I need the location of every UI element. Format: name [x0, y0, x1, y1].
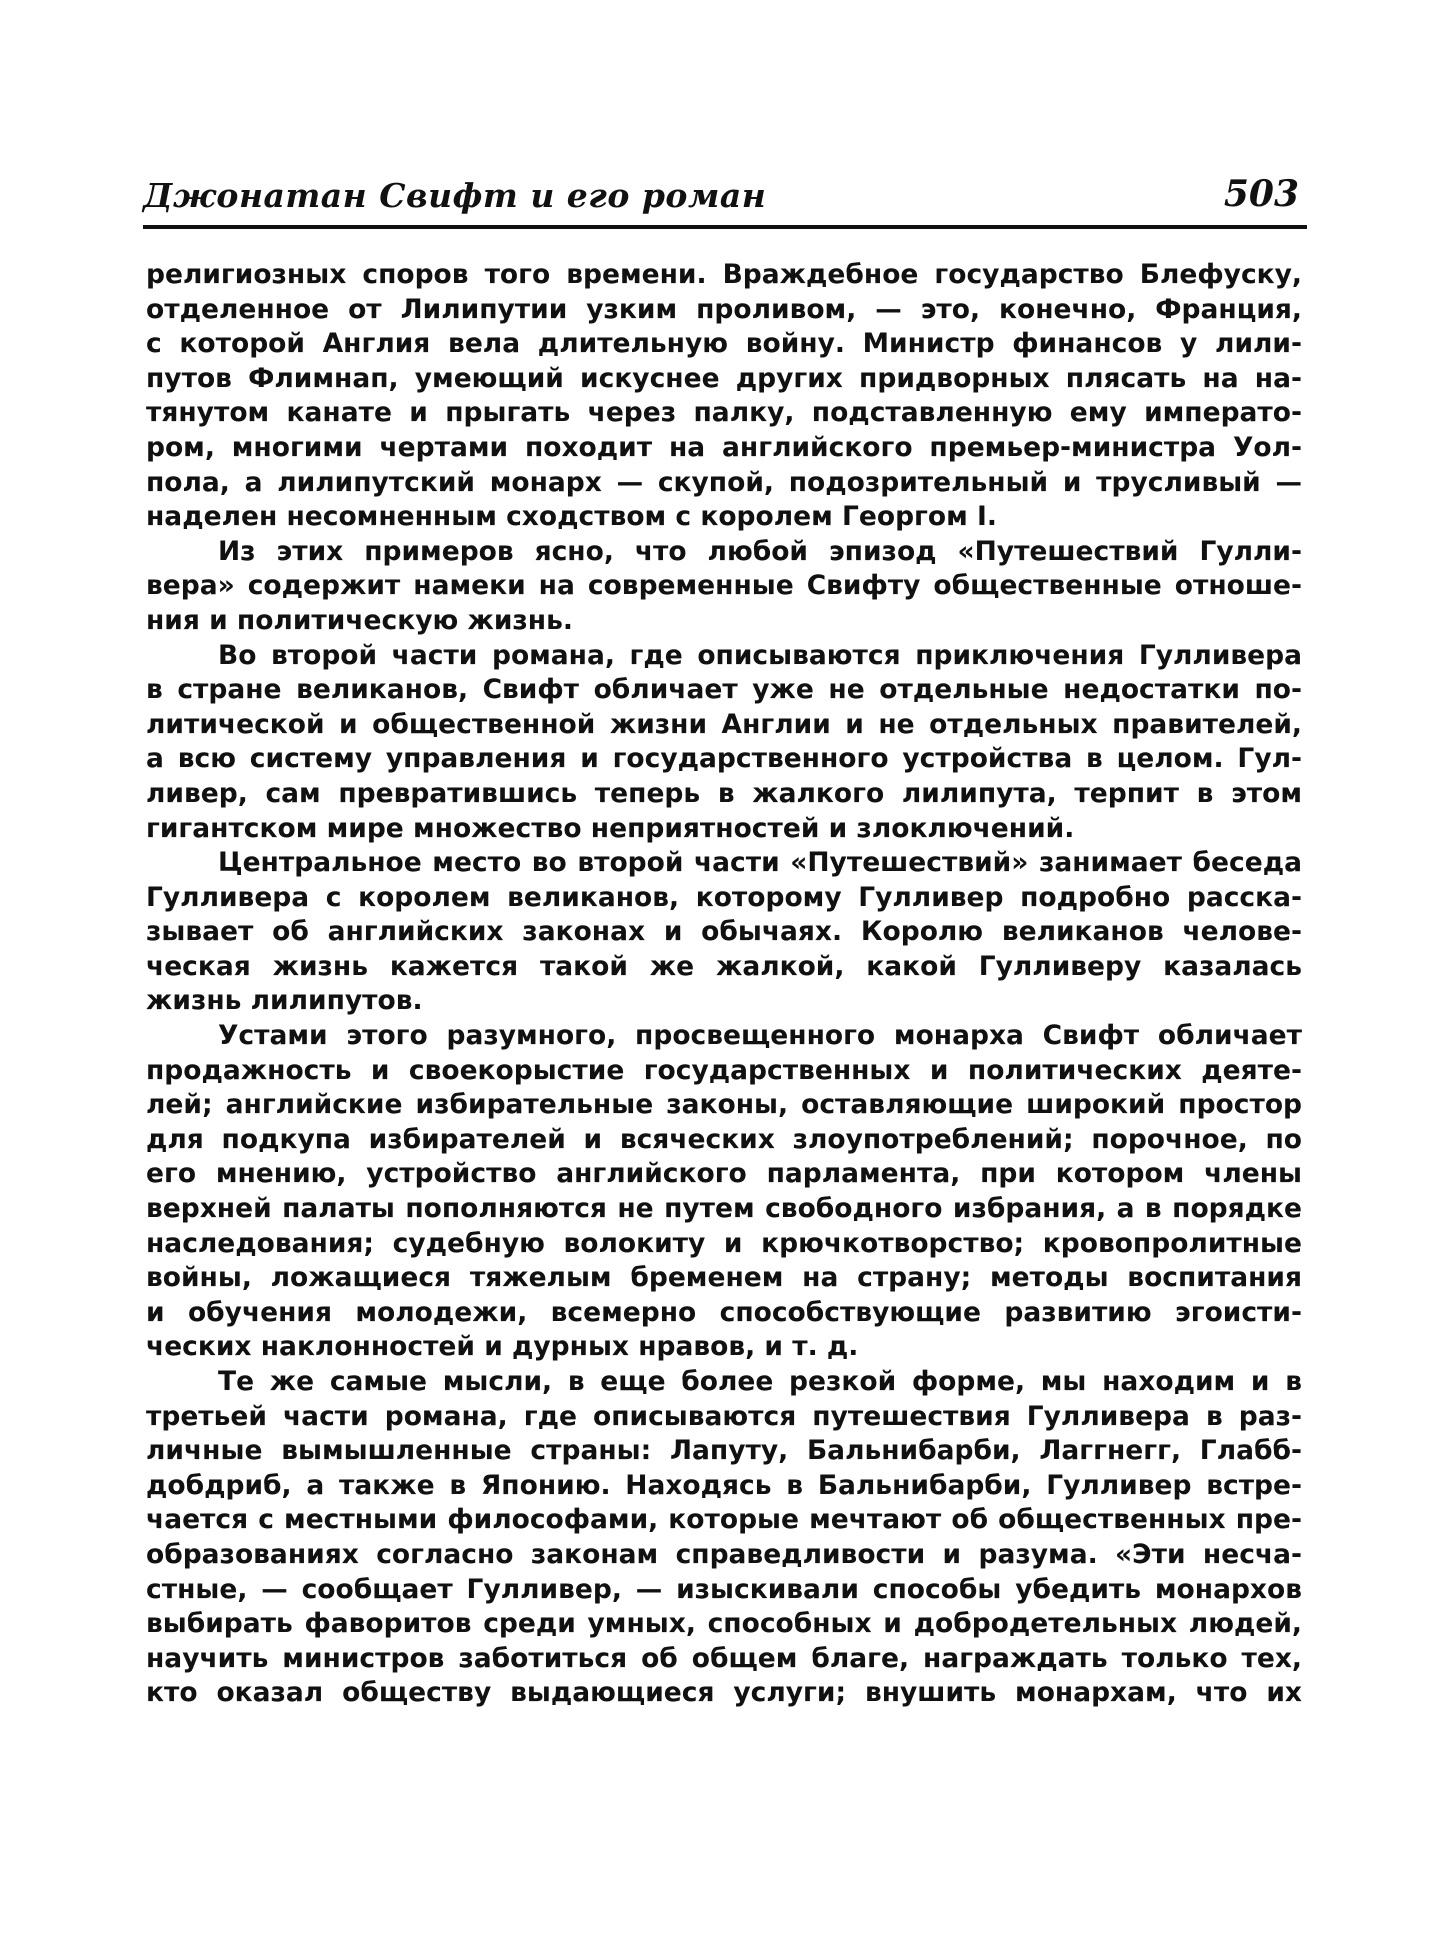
text-line: в стране великанов, Свифт обличает уже не отдельные недостатки по-: [146, 674, 1302, 706]
text-line: наделен несомненным сходством с королем Георгом I.: [146, 501, 997, 533]
text-line: кто оказал обществу выдающиеся услуги; внушить монархам, что их: [146, 1677, 1302, 1709]
text-line: ческая жизнь кажется такой же жалкой, какой Гулливеру казалась: [146, 950, 1302, 982]
running-title: Джонатан Свифт и его роман: [143, 176, 767, 215]
text-line: для подкупа избирателей и всяческих злоупотреблений; порочное, по: [146, 1123, 1302, 1155]
text-line: добдриб, а также в Японию. Находясь в Бальнибарби, Гулливер встре-: [146, 1469, 1302, 1501]
text-line: чается с местными философами, которые мечтают об общественных пре-: [146, 1504, 1302, 1536]
text-line: верхней палаты пополняются не путем свободного избрания, а в порядке: [146, 1193, 1302, 1225]
paragraph-first-line: Центральное место во второй части «Путешествий» занимает беседа: [218, 847, 1302, 879]
text-line: гигантском мире множество неприятностей и злоключений.: [146, 812, 1075, 844]
paragraph-first-line: Во второй части романа, где описываются приключения Гулливера: [218, 639, 1302, 671]
text-line: войны, ложащиеся тяжелым бременем на страну; методы воспитания: [146, 1262, 1302, 1294]
running-head: [143, 165, 1307, 225]
text-line: жизнь лилипутов.: [146, 985, 423, 1017]
text-line: литической и общественной жизни Англии и не отдельных правителей,: [146, 708, 1302, 740]
text-line: ливер, сам превратившись теперь в жалкого лилипута, терпит в этом: [146, 777, 1302, 809]
paragraph-first-line: Устами этого разумного, просвещенного монарха Свифт обличает: [218, 1020, 1302, 1052]
text-line: ния и политическую жизнь.: [146, 604, 573, 636]
text-line: научить министров заботиться об общем благе, награждать только тех,: [146, 1642, 1302, 1674]
text-line: религиозных споров того времени. Враждебное государство Блефуску,: [146, 259, 1302, 290]
text-line: выбирать фаворитов среди умных, способных и добродетельных людей,: [146, 1608, 1302, 1640]
text-line: и обучения молодежи, всемерно способствующие развитию эгоисти-: [146, 1296, 1302, 1328]
text-line: образованиях согласно законам справедливости и разума. «Эти несча-: [146, 1538, 1302, 1570]
text-line: с которой Англия вела длительную войну. Министр финансов у лили-: [146, 328, 1302, 360]
text-line: ческих наклонностей и дурных нравов, и т. д.: [146, 1331, 859, 1363]
text-line: Гулливера с королем великанов, которому Гулливер подробно расска-: [146, 881, 1302, 913]
text-line: его мнению, устройство английского парламента, при котором члены: [146, 1158, 1302, 1190]
header-rule: [143, 225, 1307, 229]
text-line: а всю систему управления и государственного устройства в целом. Гул-: [146, 743, 1302, 775]
body-text: [146, 258, 1302, 1711]
text-line: личные вымышленные страны: Лапуту, Бальнибарби, Лаггнегг, Глабб-: [146, 1435, 1302, 1467]
text-line: зывает об английских законах и обычаях. Королю великанов челове-: [146, 916, 1302, 948]
text-line: вера» содержит намеки на современные Свифту общественные отноше-: [146, 570, 1302, 602]
text-line: отделенное от Лилипутии узким проливом, — это, конечно, Франция,: [146, 293, 1302, 325]
paragraph-first-line: Те же самые мысли, в еще более резкой форме, мы находим и в: [218, 1366, 1302, 1397]
paragraph-first-line: Из этих примеров ясно, что любой эпизод «Путешествий Гулли-: [218, 535, 1302, 567]
text-line: лей; английские избирательные законы, оставляющие широкий простор: [146, 1089, 1302, 1121]
text-line: ром, многими чертами походит на английского премьер-министра Уол-: [146, 431, 1302, 463]
text-line: стные, — сообщает Гулливер, — изыскивали способы убедить монархов: [146, 1573, 1302, 1605]
text-line: тянутом канате и прыгать через палку, подставленную ему императо-: [146, 397, 1302, 429]
text-line: пола, а лилипутский монарх — скупой, подозрительный и трусливый —: [146, 466, 1302, 498]
text-line: продажность и своекорыстие государственных и политических деяте-: [146, 1054, 1302, 1086]
page-number: 503: [1223, 173, 1299, 215]
text-line: третьей части романа, где описываются путешествия Гулливера в раз-: [146, 1400, 1302, 1432]
text-line: путов Флимнап, умеющий искуснее других придворных плясать на на-: [146, 362, 1302, 394]
text-line: наследования; судебную волокиту и крючкотворство; кровопролитные: [146, 1227, 1302, 1259]
